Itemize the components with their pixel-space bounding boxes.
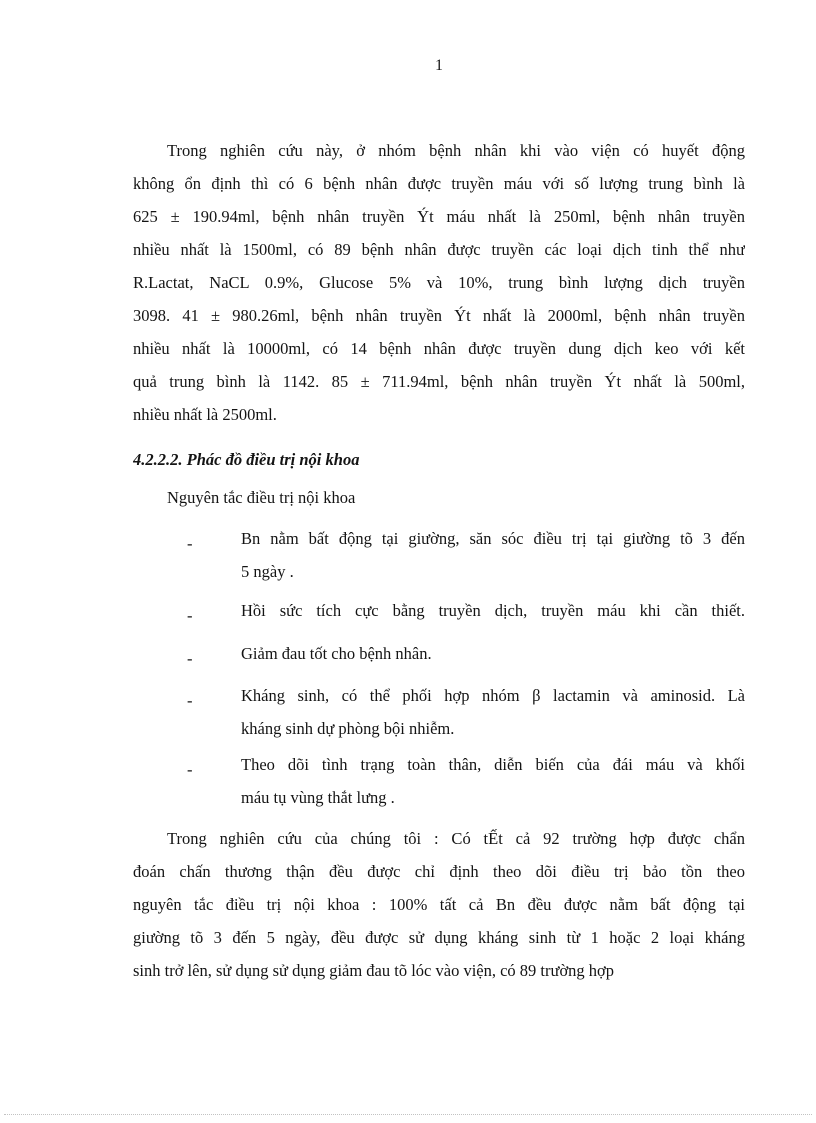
text-line: quả trung bình là 1142. 85 ± 711.94ml, bệnh nhân truyền Ýt nhất là 500ml, <box>133 372 745 391</box>
section-heading: 4.2.2.2. Phác đồ điều trị nội khoa <box>133 450 360 469</box>
bullet-dash-icon: - <box>187 649 193 668</box>
bullet-dash-icon: - <box>187 760 193 779</box>
page-bottom-dotted-edge <box>4 1114 812 1115</box>
bullet-line: Bn nằm bất động tại giường, săn sóc điều trị tại giường tõ 3 đến <box>241 529 745 548</box>
bullet-dash-icon: - <box>187 606 193 625</box>
bullet-line: kháng sinh dự phòng bội nhiễm. <box>241 719 455 738</box>
page-number: 1 <box>435 57 443 74</box>
bullet-item <box>133 748 745 814</box>
text-line: R.Lactat, NaCL 0.9%, Glucose 5% và 10%, trung bình lượng dịch truyền <box>133 273 745 292</box>
text-line: Trong nghiên cứu này, ở nhóm bệnh nhân khi vào viện có huyết động <box>167 141 745 160</box>
bullet-line: Theo dõi tình trạng toàn thân, diễn biến của đái máu và khối <box>241 755 745 774</box>
text-line: nguyên tắc điều trị nội khoa : 100% tất cả Bn đều được nằm bất động tại <box>133 895 745 914</box>
text-line: nhiều nhất là 1500ml, có 89 bệnh nhân được truyền các loại dịch tinh thể như <box>133 240 745 259</box>
text-line: 3098. 41 ± 980.26ml, bệnh nhân truyền Ýt nhất là 2000ml, bệnh nhân truyền <box>133 306 745 325</box>
bullet-line: máu tụ vùng thắt lưng . <box>241 788 395 807</box>
bullet-item <box>133 594 745 627</box>
text-line: nhiều nhất là 2500ml. <box>133 405 277 424</box>
text-line: 625 ± 190.94ml, bệnh nhân truyền Ýt máu nhất là 250ml, bệnh nhân truyền <box>133 207 745 226</box>
text-line: đoán chấn thương thận đều được chỉ định theo dõi điều trị bảo tồn theo <box>133 862 745 881</box>
text-line: không ổn định thì có 6 bệnh nhân được truyền máu với số lượng trung bình là <box>133 174 745 193</box>
bullet-line: Kháng sinh, có thể phối hợp nhóm β lactamin và aminosid. Là <box>241 686 745 705</box>
paragraph-2 <box>133 822 745 987</box>
bullet-list <box>133 522 745 814</box>
text-block <box>133 134 745 987</box>
bullet-line: Giảm đau tốt cho bệnh nhân. <box>241 644 432 663</box>
text-line: nhiều nhất là 10000ml, có 14 bệnh nhân được truyền dung dịch keo với kết <box>133 339 745 358</box>
subheading: Nguyên tắc điều trị nội khoa <box>167 488 356 507</box>
bullet-item <box>133 522 745 588</box>
bullet-item <box>133 679 745 745</box>
bullet-dash-icon: - <box>187 534 193 553</box>
bullet-line: Hồi sức tích cực bằng truyền dịch, truyền máu khi cần thiết. <box>241 601 745 620</box>
text-line: sinh trở lên, sử dụng sử dụng giảm đau tõ lóc vào viện, có 89 trường hợp <box>133 961 615 980</box>
paragraph-1 <box>133 134 745 431</box>
text-line: giường tõ 3 đến 5 ngày, đều được sử dụng kháng sinh từ 1 hoặc 2 loại kháng <box>133 928 745 947</box>
text-line: Trong nghiên cứu của chúng tôi : Có tẾt cả 92 trường hợp được chẩn <box>167 829 745 848</box>
bullet-dash-icon: - <box>187 691 193 710</box>
bullet-item <box>133 637 745 670</box>
bullet-line: 5 ngày . <box>241 562 294 581</box>
